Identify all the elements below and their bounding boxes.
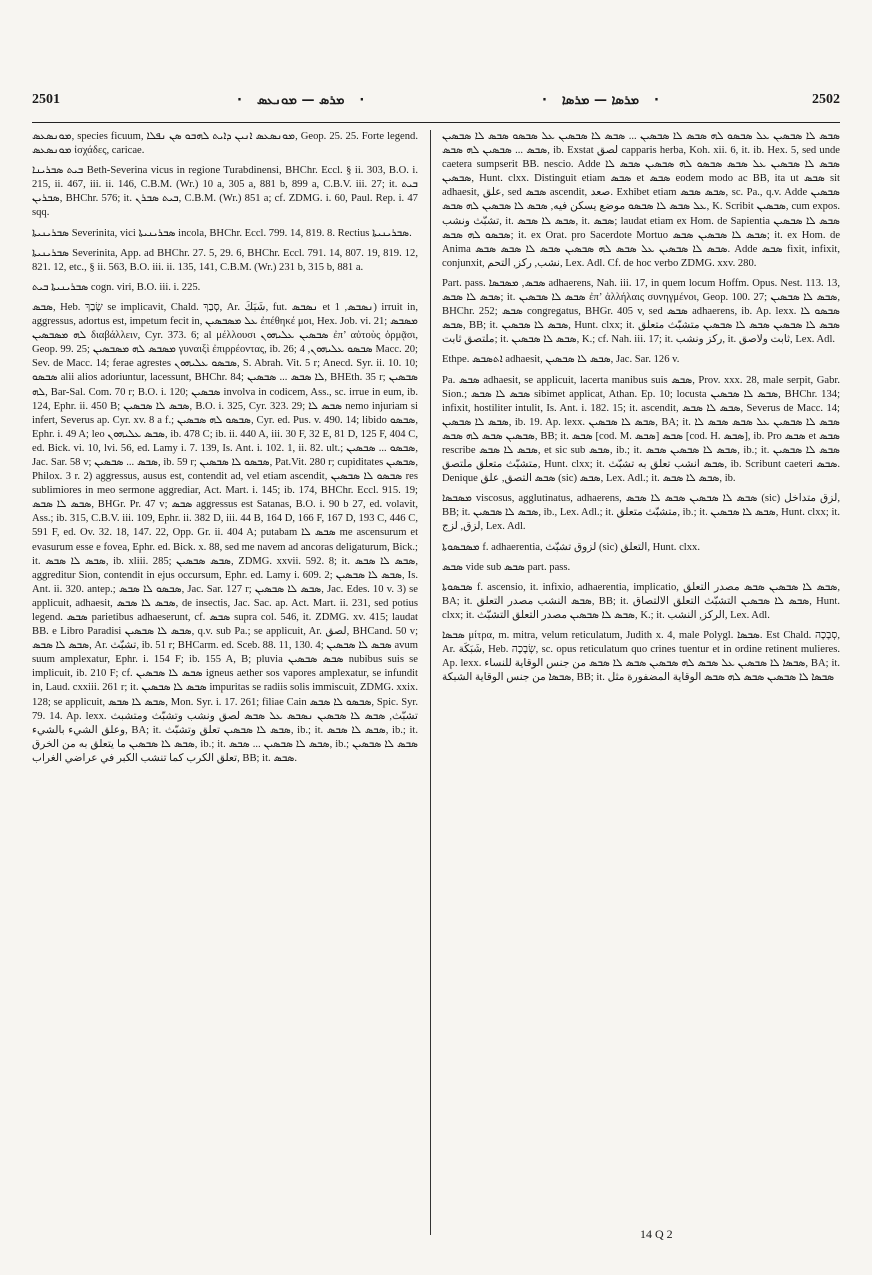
entry: ܡܣܒܣܐ viscosus, agglutinatus, adhaerens, ܣܒܣ ܠܐ ܣܒܣܝܢ ܣܒܣ ܠܐ ܣܒܣ (sic) لزق متداخل, BB; it. ܣܒܣ ܠܐ ܣܒܣܝܢ, ib., Lex. Adl.; it. متشبّث متعلق, ib.; it. ܣܒܣ ܠܐ ܣܒܣܝܢ, Hunt. clxx; it. لزق, لزج, Lex. Adl. bbox=[442, 493, 840, 533]
running-head-left: · ܡܪܣ — ܡܘܢܥܣ · bbox=[237, 93, 365, 108]
entry: ܣܒܣ ܠܐ ܣܒܣܝܢ ܥܠ ܣܒܣܘ ܠܗ ܣܒܣ ܠܐ ܣܒܣܝܢ ... ܣܒܣ ܠܐ ܣܒܣܝܢ ܥܠ ܣܒܣܘ ܣܒܣ ܠܐ ܣܒܣܝܢ ܣܒܣ ... ܣܒܣܝܢ ܠܗ ܣܒܣ, ib. Exstat لصق capparis herba, Koh. xii. 6, it. ib. Hex. 5, sed unde caetera sumpserit BB. nescio. Adde ܣܒܣ ܠܐ ܣܒܣܝܢ ܥܠ ܣܒܣ ܣܒܣܘ ܠܗ ܣܒܣܝܢ ܣܒܣ ܠܐ ܣܒܣܝܢ, Hunt. clxx. Distinguit etiam ܣܒܣ et ܣܒܣ eodem modo ac BB, ita ut ܣܒܣ sit adhaesit, علق, sed ܣܒܣ ascendit, صعد. Exhibet etiam ܣܒܣ ܣܒܣ, sc. Pa., q.v. Adde ܣܒܣܝܢ ܥܠ ܣܒܣ ܠܐ ܣܒܣܘ موضع يسكن فيه, ܣܒܣ ܠܐ ܣܒܣܝܢ ܠܗ ܣܒܣ, K. Scribit ܣܒܣܝܢ, cum expos. تشبّث ونشب, it. ܣܒܣ ܠܐ ܣܒܣ, it. ܣܒܣ; laudat etiam ex Hom. de Sapientia ܣܒܣ ܠܐ ܣܒܣܝܢ ܣܒܣܘ ܠܗ ܣܒܣ; it. ex Orat. pro Sacerdote Mortuo ܣܒܣ ܠܐ ܣܒܣܝܢ ܣܒܣ; it. ex Hom. de Anima ܣܒܣ ܠܐ ܣܒܣܝܢ ܥܠ ܣܒܣ ܠܗ ܣܒܣܝܢ ܣܒܣ ܠܐ ܣܒܣ ܣܒܣ. Adde ܣܒܣ fixit, infixit, conjunxit, نشب, ركز, التحم, Lex. Adl. Cf. de hoc verbo ZDMG. xxv. 280. bbox=[442, 131, 840, 269]
column-divider bbox=[430, 130, 431, 1235]
entry: Pa. ܣܒܣ adhaesit, se applicuit, lacerta manibus suis ܣܒܣ, Prov. xxx. 28, male serpit, Gabr. Sion.; ܣܒܣ ܠܐ ܣܒܣ sibimet applicat, Athan. Ep. 10; locusta ܣܒܣ ܠܐ ܣܒܣܝܢ, BHChr. 134; infixit, hostiliter intulit, Is. Ant. i. 182. 15; it. ascendit, ܣܒܣ ܠܐ ܣܒܣ, Severus de Macc. 14; ܣܒܣ ܠܐ ܣܒܣܝܢ, ib. 19. Ap. lexx. ܣܒܣ ܠܐ ܣܒܣܝܢ, BA; it. ܣܒܣ ܠܐ ܣܒܣܝܢ ܥܠ ܣܒܣ ܣܒܣ ܠܐ ܣܒܣܝܢ ܣܒܣ ܠܗ ܣܒܣ, BB; it. ܣܒܣ [cod. M. ܣܒܣ] ܣܒܣ [cod. H. ܣܒܣ], ib. Pro ܣܒܣ et ܣܒܣ rescribe ܣܒܣ ܠܐ ܣܒܣ, et sic sub ܣܒܣ, ib.; it. ܣܒܣ ܠܐ ܣܒܣܝܢ ܣܒܣ, ib.; it. ܣܒܣ ܠܐ ܣܒܣܝܢ متشبّث متعلق ملتصق, Hunt. clxx; it. ܣܒܣ انشب تعلق به تشبّث, ib. Scribunt caeteri ܣܒܣ. Denique ܣܒܣ التصق, علق (sic) ܣܒܣ, Lex. Adl.; it. ܣܒܣ ܠܐ ܣܒܣ, ib. bbox=[442, 374, 840, 485]
entry: ܡܣܒܣܘܬܐ f. adhaerentia, لزوق تشبّث (sic) التعلق, Hunt. clxx. bbox=[442, 541, 700, 553]
entry: ܒܝܬ ܣܒܪܝܢܐ Beth-Severina vicus in regione Turabdinensi, BHChr. Eccl. § ii. 303, B.O. i. 215, ii. 467, iii. ii. 146, C.B.M. (Wr.) 10 a, 305 a, 881 b, 899 a, C.B.V. iii. 27; it. ܒܝܬ ܣܒܪܝܢ, BHChr. 576; it. ܒܝܬ ܣܒܪܢ, C.B.M. (Wr.) 851 a; cf. ZDMG. i. 60, Paul. Rep. i. 47 sqq. bbox=[32, 165, 418, 219]
page-header bbox=[32, 92, 840, 114]
running-head-right: · ܡܪܣܐ — ܡܪܣܐ · bbox=[542, 93, 659, 108]
entry: Part. pass. ܣܒܣ, ܡܣܒܣܐ adhaerens, Nah. iii. 17, in quem locum Hoffm. Opus. Nest. 113. 13, ܣܒܣ ܠܐ ܣܒܣ; it. ܣܒܣ ܠܐ ܣܒܣܝܢ ἐπ’ ἀλλήλαις συνηγμένοι, Geop. 100. 27; ܣܒܣ ܠܐ ܣܒܣܝܢ, BHChr. 252; ܣܒܣ congregatus, BHGr. 405 v, sed ܣܒܣ adhaerens, ib. Ap. lexx. ܣܒܣܘ ܠܐ ܣܒܣ, BB; it. ܣܒܣ ܠܐ ܣܒܣܝܢ, Hunt. clxx; it. ܣܒܣ ܠܐ ܣܒܣܝܢ ܣܒܣ ܠܐ ܣܒܣܝܢ متشبّث متعلق ملتصق ثابت; it. ܣܒܣ ܠܐ ܣܒܣܝܢ, K.; cf. Nah. iii. 17; it. ركز ونشب, it. ثابت ولاصق, Lex. Adl. bbox=[442, 277, 840, 346]
entry: ܡܘܢܣܥܣ, species ficuum, ܡܘܢܣܥܣ ܐܢܝܢ ܕܐܝܬ ܠܗܒܘ ܣܢ ܢܦܠܐ, Geop. 25. 25. Forte legend. ܡܘܢܣܥܣ ἰσχάδες, caricae. bbox=[32, 131, 418, 157]
signature-mark: 14 Q 2 bbox=[640, 1227, 673, 1241]
entry: ܣܒܪܝܢܝܬܐ Severinita, App. ad BHChr. 27. 5, 29. 6, BHChr. Eccl. 791. 14, 807. 19, 819. 12, 821. 12, etc., § ii. 563, B.O. iii. ii. 135, 141, C.B.M. (Wr.) 231 b, 315 b, 881 a. bbox=[32, 247, 418, 273]
entry: ܣܒܪܝܢܝܬܐ Severinita, vici ܣܒܪܝܢܝܬܐ incola, BHChr. Eccl. 799. 14, 819. 8. Rectius ܣܒܪܝܢܝܬܐ. bbox=[32, 227, 412, 239]
left-column bbox=[32, 130, 418, 1225]
entry: Ethpe. ܐܬܣܒܣ adhaesit, ܣܒܣ ܠܐ ܣܒܣܝܢ, Jac. Sar. 126 v. bbox=[442, 354, 680, 366]
entry: ܣܒܣܐ μίτρα, m. mitra, velum reticulatum, Judith x. 4, male Polygl. ܣܒܣܐ. Est Chald. סְבָכָה, Ar. شَبَكَة, Heb. שְׂבָכָה, sc. opus reticulatum quo crines tuentur et in ordine retinent mulieres. Ap. lexx. ܣܒܣܐ ܠܐ ܣܒܣܝܢ ܥܠ ܣܒܣ ܠܗ ܣܒܣܝܢ ܣܒܣ ܠܐ ܣܒܣ من جنس الوقاية للنساء, BA; it. ܣܒܣܐ من جنس الوقاية الشبكة, BB; it. ܣܒܣܐ ܠܐ ܣܒܣܝܢ ܣܒܣ ܠܗ ܣܒܣ الوقاية المضفورة مثل bbox=[442, 630, 840, 684]
page-number-right: 2502 bbox=[812, 92, 840, 107]
header-rule bbox=[32, 122, 840, 123]
page-number-left: 2501 bbox=[32, 92, 60, 107]
entry: ܣܒܣ, Heb. שָׂבַךְ se implicavit, Chald. סְבַךְ, Ar. شَبَكَ, fut. ܢܣܒܣ et ܢܣܒܣ, 1) irruit in, aggressus, adortus est, impetum fecit in, ܥܠ ܡܣܒܣܝܢ ἐπέθηκέ μοι, Hex. Job. vi. 21; ܡܣܒܣ ܠܗ ܡܣܒܣܝܢ διαβάλλειν, Cyr. 373. 6; al μέλλουσι ܣܒܣܝܢ ܥܠܝܗܘܢ ἐπ’ αὐτοὺς ὁρμᾷσι, Geop. 99. 25; ܡܣܒܣ ܠܗ ܡܣܒܣܝܢ γυναιξὶ ἐπιρρέοντας, ib. 26; ܣܒܣܘ ܥܠܝܗܘܢ, 4 Macc. 20; Sev. de Macc. 14; ferae agrestes ܣܒܣܘ ܥܠܝܗܘܢ, S. Abrah. Vit. 5 r; Anecd. Syr. ii. 10. 10; ܣܒܣܘ alii alios adoriuntur, lacessunt, BHChr. 84; ܠܐ ܣܒܣ ... ܣܒܣܝܢ, BHEth. 35 r; ܣܒܣܝܢ ܠܗ, Bar-Sal. Com. 70 r; B.O. i. 120; ܣܒܣܝܢ involva in codicem, Ass., sc. irrue in eum, ib. 124, Ephr. ii. 450 B; ܣܒܣ ܠܐ ܣܒܣܝܢ, B.O. i. 325, Cyr. 323. 29; ܣܒܣ ܠܐ nemo injuriam si infert, Severus ap. Cyr. xv. 8 a f.; ܣܒܣܘ ܠܗ ܣܒܣܝܢ, Cyr. ed. Pus. v. 490. 14; libido ܣܒܣܘ, Ephr. i. 49 A; leo ܣܒܣ ܥܠܝܗܘܢ, ib. 478 C; ib. ii. 440 A, iii. 30 F, 32 E, 81 D, 125 F, 404 C, ed. Bick. vi. 10, lvi. 56, ed. Lamy i. 7. 139, Is. Ant. i. 102. 1, ii. 82. ult.; ܣܒܣܘ ... ܣܒܣܝܢ, Jac. Sar. 58 v; ܣܒܣ ... ܣܒܣܝܢ, ib. 59 r; ܣܒܣܘ ܠܐ ܣܒܣܝܢ, Pat.Vit. 280 r; cupiditates ܣܒܣܝܢ, Philox. 3 r. 2) aggressus, ausus est, contendit ad, vel etiam ascendit, ܣܒܣܘ ܠܐ ܣܒܣܝܢ res sublimiores in meo sermone aggrediar, Act. Mart. i. 145; ib. 174, BHChr. Eccl. 915. 19; ܣܒܣ ܠܐ ܣܒܣ, BHGr. Pr. 47 v; ܣܒܣ aggressus est Satanas, B.O. i. 90 b 27, ed. volavit, Ass.; ib. 315, C.B.V. iii. 109, Ephr. ii. 382 D, iii. 44 B, 164 D, 166 F, 167 D, 193 C, 446 C, 591 F, ed. Ov. 32. 18, 147. 22, Opp. Gr. ii. 404 A; putabam ܣܒܣ ܠܐ me ascensurum et evasurum esse e fovea, Ephr. ed. Bick. x. 88, sed me navem ad ancoras deligaturum, Bick.; it. ܣܒܣ ܠܐ ܣܒܣ, ib. xliii. 285; ܣܒܣ ܣܒܣܝܢ, ZDMG. xxvii. 592. 8; it. ܣܒܣ ܠܐ ܣܒܣ, aggreditur Sion, contendit in ejus occursum, Ephr. ed. Lamy i. 609. 2; ܣܒܣ ܠܐ ܣܒܣܝܢ, Is. Ant. ii. 320. antep.; ܣܒܣܘ ܠܐ ܣܒܣ, Jac. Sar. 127 r; ܣܒܣ ܠܐ ܣܒܣܝܢ, Jac. Edes. 10 v. 3) se applicuit, adhaesit, ܣܒܣ ܠܐ ܣܒܣ, de insectis, Jac. Sac. ap. Act. Mart. ii. 231, sed potius legend. ܣܒܣ parietibus adhaeserunt, cf. ܣܒܣ supra col. 546, it. ZDMG. xv. 415; laudat BB. e Libro Paradisi ܣܒܣ ܠܐ ܣܒܣܝܢ, q.v. sub Pa.; se applicuit, Ar. لصق, BHCand. 50 v; ܣܒܣ ܠܐ ܣܒܣ, Ar. تشبّث, ib. 51 r; BHCarm. ed. Sceb. 88. 11, 130. 4; ܣܒܣ ܠܐ ܣܒܣܝܢ avum suum amplexatur, Ephr. i. 154 F; ib. 155 A, B; pluvia ܣܒܣ ܣܒܣܝܢ nubibus suis se implicuit, ib. 210 F; cf. ܣܒܣ ܠܐ ܣܒܣܝܢ igneus aether sos vapores amplexatur, se infundit in, Laud. cxxiii. 261 r; it. ܣܒܣ ܠܐ ܣܒܣܝܢ impuritas se radiis solis immiscuit, ZDMG. xxix. 128; se applicuit, ܣܒܣ ܠܐ ܣܒܣ, Mon. Syr. i. 17. 261; filiae Cain ܣܒܣܘ ܠܐ ܣܒܣ, Spic. Syr. 79. 14. Ap. lexx. تشبّث, ܣܒܣ ܠܐ ܣܒܣܝܢ ܢܣܒܣ ܥܠ ܣܒܣ لصق ونشب وتشبّث ومتشبث وعلق الشيء بالشيء, BA; it. ܣܒܣ ܠܐ ܣܒܣܝܢ تعلق وتشبّث, ib.; it. ܣܒܣ ܠܐ ܣܒܣ, ib.; it. ܣܒܣ ܠܐ ܣܒܣܝܢ ما يتعلق به من الخرق, ib.; it. ܣܒܣ ܠܐ ܣܒܣܝܢ ... ܣܒܣ, ib.; ܣܒܣ ܠܐ ܣܒܣܝܢ تعلق الكرب كما تنشب الكبر في عراضي الغراب, BB; it. ܣܒܣ. bbox=[32, 301, 418, 764]
right-column bbox=[442, 130, 840, 1225]
entry: ܣܒܣܘܬܐ f. ascensio, it. infixio, adhaerentia, implicatio, ܣܒܣ ܠܐ ܣܒܣܝܢ ܣܒܣ مصدر التعلق, BA; it. ܣܒܣ النشب مصدر التعلق, BB; it. ܣܒܣ ܠܐ ܣܒܣܝܢ التشبّث التعلق الالتصاق, Hunt. clxx; it. ܣܒܣ ܠܐ ܣܒܣܝܢ مصدر التعلق التشبّث, K.; it. الركز, النشب, Lex. Adl. bbox=[442, 581, 840, 621]
entry: ܣܒܣ vide sub ܣܒܣ part. pass. bbox=[442, 561, 571, 573]
entry: ܣܒܪܝܢܝܬܐ ܒܝܬ cogn. viri, B.O. iii. i. 225. bbox=[32, 281, 201, 293]
